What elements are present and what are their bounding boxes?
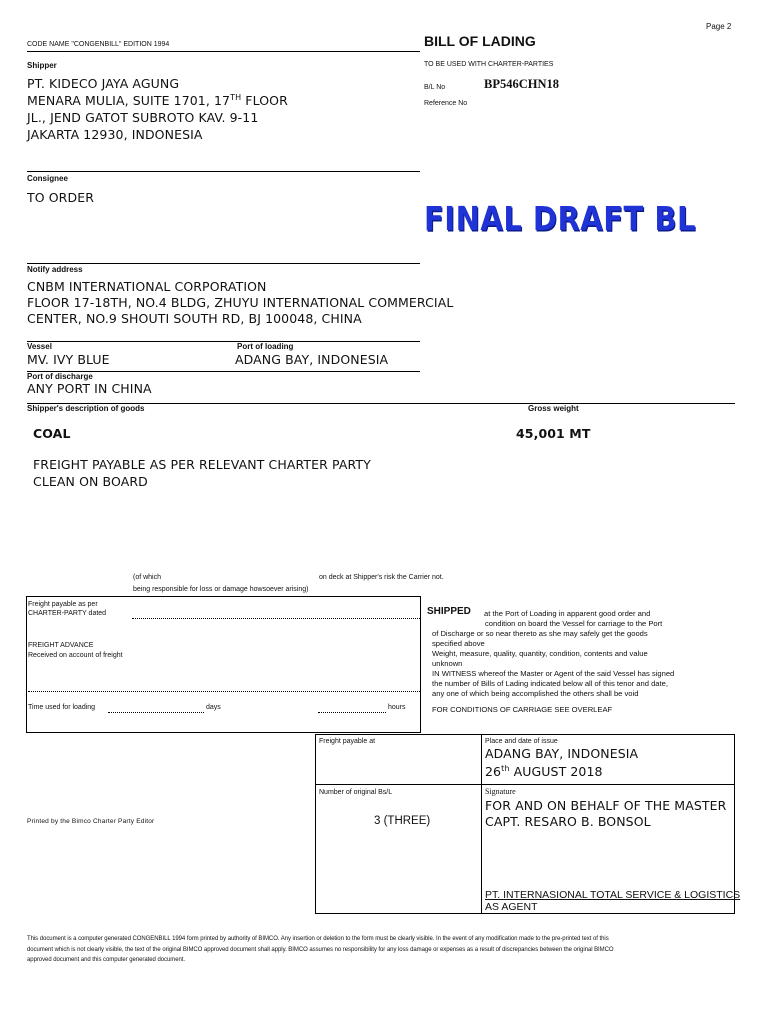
final-draft-stamp: FINAL DRAFT BL	[424, 200, 697, 239]
document-title: BILL OF LADING	[424, 33, 536, 49]
gross-weight-value: 45,001 MT	[516, 426, 591, 441]
goods-value: COAL	[33, 426, 71, 441]
conditions-note: FOR CONDITIONS OF CARRIAGE SEE OVERLEAF	[432, 705, 613, 714]
deck-note-line2: being responsible for loss or damage howsoever arising)	[133, 586, 309, 593]
goods-description-label: Shipper's description of goods	[27, 404, 145, 413]
shipper-address-line: MENARA MULIA, SUITE 1701, 17TH FLOOR	[27, 92, 288, 108]
deck-note-of-which: (of which	[133, 574, 162, 581]
days-line	[108, 712, 204, 713]
signature-label: Signature	[485, 787, 516, 796]
shipper-address-line: JL., JEND GATOT SUBROTO KAV. 9-11	[27, 110, 259, 125]
hours-label: hours	[388, 704, 406, 711]
deck-note-on-deck: on deck at Shipper's risk the Carrier not.	[319, 574, 444, 581]
page-number: Page 2	[706, 22, 732, 31]
hours-line	[318, 712, 386, 713]
shipped-clause-line: at the Port of Loading in apparent good order and	[484, 609, 651, 618]
grid-middle-hrule	[315, 784, 735, 785]
days-label: days	[206, 704, 221, 711]
notify-line: CENTER, NO.9 SHOUTI SOUTH RD, BJ 100048, CHINA	[27, 311, 362, 326]
freight-payable-at-label: Freight payable at	[319, 738, 376, 745]
master-name: CAPT. RESARO B. BONSOL	[485, 814, 651, 829]
clean-on-board-note: CLEAN ON BOARD	[33, 474, 148, 489]
shipper-label: Shipper	[27, 61, 57, 70]
received-on-account-label: Received on account of freight	[28, 652, 123, 659]
footer-line: document which is not clearly visible, the text of the original BIMCO approved document shall apply. BIMCO assumes no responsibility for any loss damage or expenses as a result of discrepancies between the original BIMCO	[27, 946, 614, 953]
shipped-clause-line: condition on board the Vessel for carriage to the Port	[485, 619, 663, 628]
notify-line: CNBM INTERNATIONAL CORPORATION	[27, 279, 267, 294]
originals-label: Number of original Bs/L	[319, 789, 393, 796]
shipped-clause-line: any one of which being accomplished the others shall be void	[432, 689, 639, 698]
shipper-address-line: JAKARTA 12930, INDONESIA	[27, 127, 203, 142]
freight-advance-label: FREIGHT ADVANCE	[28, 642, 94, 649]
freight-note: FREIGHT PAYABLE AS PER RELEVANT CHARTER PARTY	[33, 457, 371, 472]
signature-line: FOR AND ON BEHALF OF THE MASTER	[485, 798, 727, 813]
consignee-label: Consignee	[27, 174, 68, 183]
shipper-name: PT. KIDECO JAYA AGUNG	[27, 76, 180, 91]
reference-no-label: Reference No	[424, 100, 468, 107]
port-loading-value: ADANG BAY, INDONESIA	[235, 352, 389, 367]
port-discharge-label: Port of discharge	[27, 372, 93, 381]
shipped-clause-line: Weight, measure, quality, quantity, condition, contents and value	[432, 649, 648, 658]
footer-disclaimer	[27, 934, 739, 966]
section-rule	[27, 171, 420, 172]
vessel-label: Vessel	[27, 342, 52, 351]
place-of-issue: ADANG BAY, INDONESIA	[485, 746, 639, 761]
port-discharge-value: ANY PORT IN CHINA	[27, 381, 152, 396]
section-rule	[27, 341, 420, 342]
grid-middle-rule	[481, 734, 482, 914]
shipped-clause-line: of Discharge or so near thereto as she may safely get the goods	[432, 629, 648, 638]
shipped-clause-line: the number of Bills of Lading indicated below all of this tenor and date,	[432, 679, 668, 688]
shipped-heading: SHIPPED	[427, 606, 471, 617]
shipped-clause	[432, 609, 732, 715]
agent-name: PT. INTERNASIONAL TOTAL SERVICE & LOGISTICS	[485, 889, 741, 901]
port-loading-label: Port of loading	[237, 342, 294, 351]
grid-right-rule	[734, 734, 735, 914]
agent-role: AS AGENT	[485, 901, 538, 913]
code-name: CODE NAME "CONGENBILL" EDITION 1994	[27, 41, 170, 48]
grid-top-rule	[315, 734, 735, 735]
top-rule	[27, 51, 420, 52]
bl-no-label: B/L No	[424, 84, 446, 91]
vessel-value: MV. IVY BLUE	[27, 352, 110, 367]
gross-weight-label: Gross weight	[528, 404, 579, 413]
bl-no-value: BP546CHN18	[484, 77, 559, 91]
freight-payable-label: Freight payable as per	[28, 601, 98, 608]
originals-value: 3 (THREE)	[374, 815, 431, 827]
charter-party-date-line	[132, 618, 420, 619]
grid-bottom-rule	[315, 913, 735, 914]
section-rule	[27, 263, 420, 264]
footer-line: approved document and this computer generated document.	[27, 957, 186, 963]
printed-by-note: Printed by the Bimco Charter Party Editor	[27, 818, 155, 825]
date-of-issue: 26th AUGUST 2018	[485, 763, 603, 779]
charter-party-dated-label: CHARTER-PARTY dated	[28, 610, 107, 617]
document-subtitle: TO BE USED WITH CHARTER-PARTIES	[424, 61, 554, 68]
place-date-label: Place and date of issue	[485, 738, 558, 745]
notify-label: Notify address	[27, 265, 83, 274]
consignee-value: TO ORDER	[27, 190, 94, 205]
notify-line: FLOOR 17-18TH, NO.4 BLDG, ZHUYU INTERNATIONAL COMMERCIAL	[27, 295, 454, 310]
time-used-label: Time used for loading	[28, 704, 96, 711]
shipped-clause-line: IN WITNESS whereof the Master or Agent of the said Vessel has signed	[432, 669, 675, 678]
footer-line: This document is a computer generated CONGENBILL 1994 form printed by authority of BIMCO. Any insertion or deletion to the form must be clearly visible. In the event of any modification made to the pre-printed text of this	[27, 936, 609, 942]
shipped-clause-line: specified above	[432, 639, 485, 648]
freight-received-line	[28, 691, 420, 692]
grid-left-rule	[315, 734, 316, 914]
shipped-clause-line: unknown	[432, 659, 463, 668]
